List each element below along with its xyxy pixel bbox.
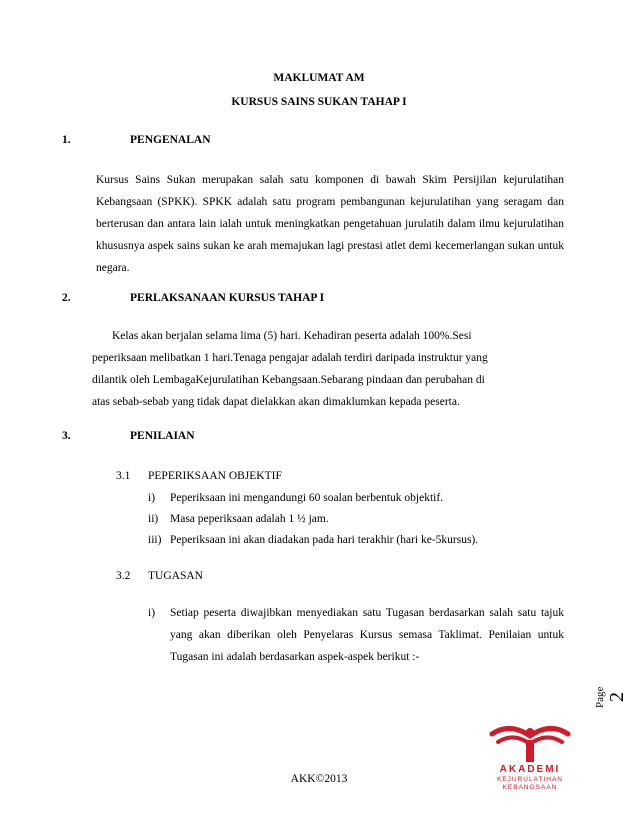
section-3-number: 3. [62, 430, 71, 442]
list-item-marker: i) [148, 607, 156, 619]
page-number-value: 2 [606, 692, 628, 702]
list-item: Peperiksaan ini mengandungi 60 soalan berbentuk objektif. [170, 492, 444, 504]
subsection-3-2-number: 3.2 [116, 570, 131, 582]
list-item: Peperiksaan ini akan diadakan pada hari terakhir (hari ke-5kursus). [170, 534, 479, 546]
subsection-3-1-number: 3.1 [116, 470, 131, 482]
section-1-body: Kursus Sains Sukan merupakan salah satu komponen di bawah Skim Persijilan kejurulatihan Kebangsaan (SPKK). SPKK adalah satu program pembangunan kejurulatihan yang seragam dan berterusan dan antara lain ialah untuk meningkatkan pengetahuan jurulatih dalam ilmu kejurulatihan khususnya aspek sains sukan ke arah memajukan lagi prestasi atlet demi kecemerlangan sukan untuk negara. [96, 174, 564, 274]
document-subtitle: KURSUS SAINS SUKAN TAHAP I [231, 96, 407, 108]
footer-copyright: AKK©2013 [290, 773, 348, 785]
subsection-3-2-heading: TUGASAN [148, 570, 203, 582]
section-1-heading: PENGENALAN [130, 134, 211, 146]
section-2-body [92, 325, 488, 413]
logo-line-1: AKADEMI [499, 764, 561, 775]
section-1-number: 1. [62, 134, 71, 146]
section-3-heading: PENILAIAN [130, 430, 195, 442]
logo-line-2: KEJURULATIHAN [497, 776, 563, 783]
document-title: MAKLUMAT AM [273, 72, 365, 84]
section-2-number: 2. [62, 292, 71, 304]
list-item-marker: ii) [148, 513, 159, 525]
logo-line-3: KEBANGSAAN [502, 784, 558, 791]
section-2-line: atas sebab-sebab yang tidak dapat dielakkan akan dimaklumkan kepada peserta. [92, 396, 460, 408]
section-2-line: peperiksaan melibatkan 1 hari.Tenaga pengajar adalah terdiri daripada instruktur yang [92, 352, 488, 364]
list-item-marker: iii) [148, 534, 162, 546]
page-label: Page [594, 686, 606, 708]
list-item: Masa peperiksaan adalah 1 ½ jam. [170, 513, 329, 525]
page-number [586, 674, 626, 734]
logo-emblem-icon [480, 720, 580, 764]
list-item: Setiap peserta diwajibkan menyediakan satu Tugasan berdasarkan salah satu tajuk yang akan diberikan oleh Penyelaras Kursus semasa Taklimat. Penilaian untuk Tugasan ini adalah berdasarkan aspek-aspek berikut :- [170, 607, 564, 663]
section-2-line: Kelas akan berjalan selama lima (5) hari. Kehadiran peserta adalah 100%.Sesi [112, 330, 472, 342]
list-item-marker: i) [148, 492, 156, 504]
subsection-3-1-heading: PEPERIKSAAN OBJEKTIF [148, 470, 282, 482]
section-2-line: dilantik oleh LembagaKejurulatihan Kebangsaan.Sebarang pindaan dan perubahan di [92, 374, 485, 386]
section-2-heading: PERLAKSANAAN KURSUS TAHAP I [130, 292, 325, 304]
